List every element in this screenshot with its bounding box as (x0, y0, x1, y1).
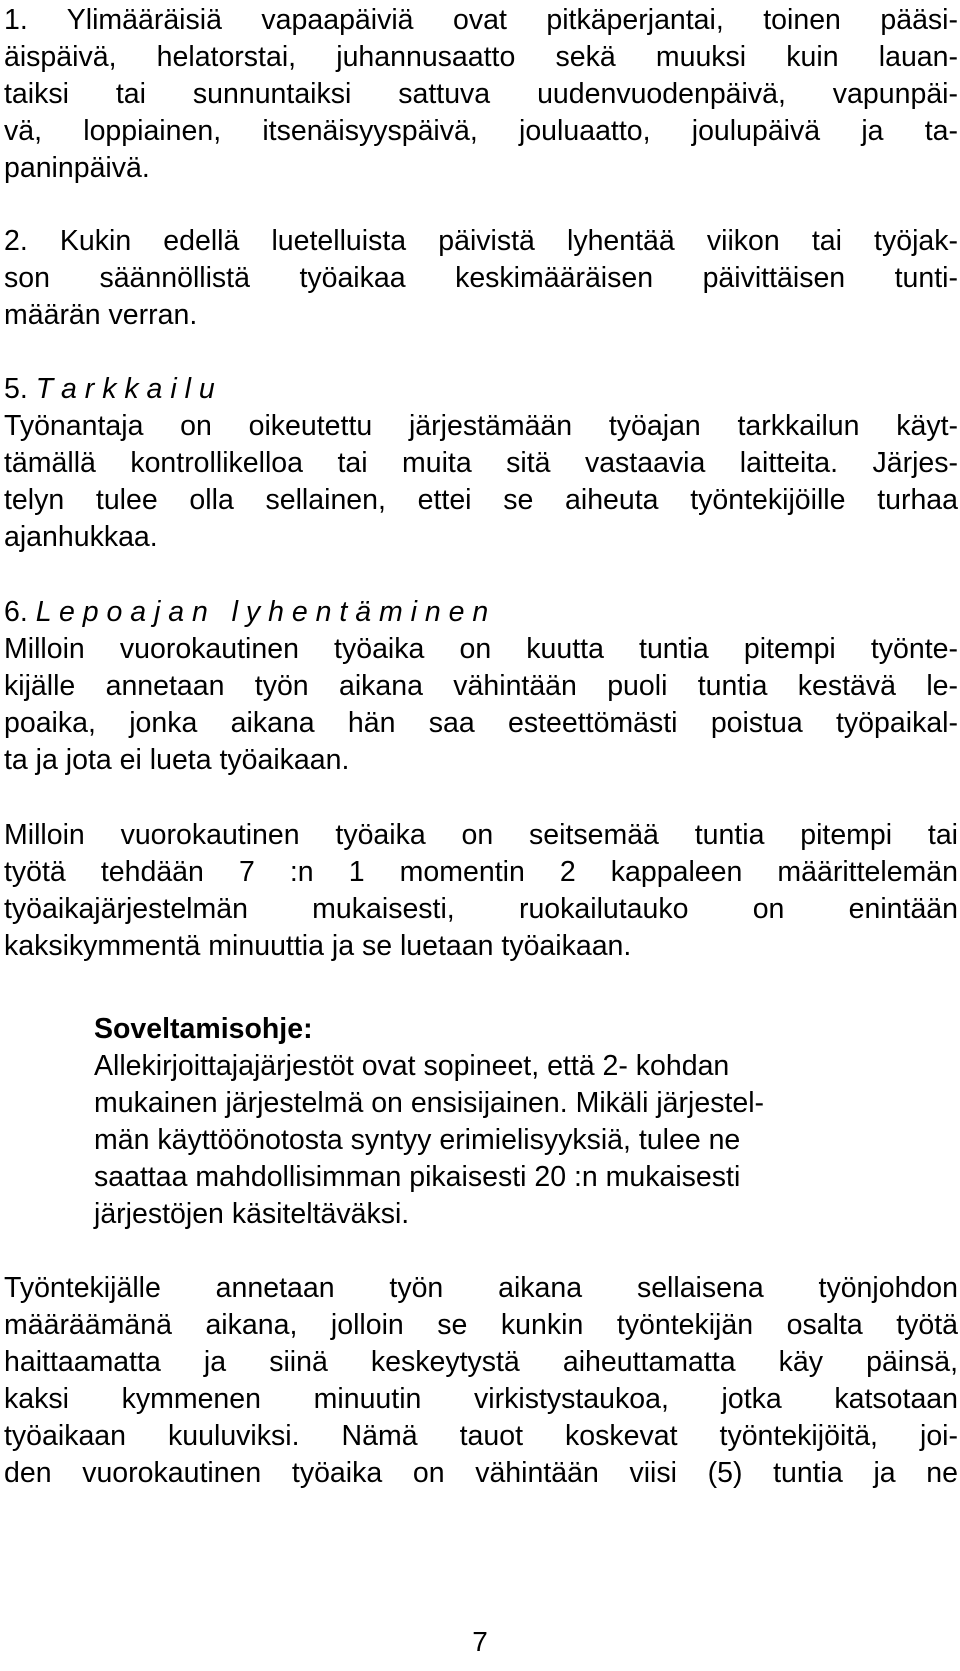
paragraph-line: työaikajärjestelmän mukaisesti, ruokailutauko on enintään (4, 893, 958, 925)
guidance-line: män käyttöönotosta syntyy erimielisyyksiä, tulee ne (94, 1124, 741, 1156)
paragraph-line: kaksikymmentä minuuttia ja se luetaan työaikaan. (4, 930, 632, 962)
paragraph-line: son säännöllistä työaikaa keskimääräisen päivittäisen tunti- (4, 262, 958, 294)
paragraph-line: taiksi tai sunnuntaiksi sattuva uudenvuodenpäivä, vapunpäi- (4, 78, 958, 110)
paragraph-line: ajanhukkaa. (4, 521, 158, 553)
page-number: 7 (472, 1626, 488, 1657)
guidance-heading: Soveltamisohje: (94, 1013, 313, 1045)
guidance-line: järjestöjen käsiteltäväksi. (94, 1198, 410, 1230)
section-heading-tarkkailu (4, 369, 958, 409)
paragraph-line: määräämänä aikana, jolloin se kunkin työntekijän osalta työtä (4, 1309, 958, 1341)
guidance-line: Allekirjoittajajärjestöt ovat sopineet, että 2- kohdan (94, 1050, 730, 1082)
paragraph-line: haittaamatta ja siinä keskeytystä aiheuttamatta käy päinsä, (4, 1346, 958, 1378)
paragraph-line: 2. Kukin edellä luetelluista päivistä lyhentää viikon tai työjak- (4, 225, 958, 257)
paragraph-line: kijälle annetaan työn aikana vähintään puoli tuntia kestävä le- (4, 670, 958, 702)
guidance-line: saattaa mahdollisimman pikaisesti 20 :n mukaisesti (94, 1161, 741, 1193)
paragraph-line: paninpäivä. (4, 152, 150, 184)
guidance-line: mukainen järjestelmä on ensisijainen. Mikäli järjestel- (94, 1087, 765, 1119)
paragraph-line: Milloin vuorokautinen työaika on kuutta tuntia pitempi työnte- (4, 633, 958, 665)
paragraph-line: den vuorokautinen työaika on vähintään viisi (5) tuntia ja ne (4, 1457, 958, 1489)
paragraph-line: ta ja jota ei lueta työaikaan. (4, 744, 350, 776)
paragraph-line: määrän verran. (4, 299, 198, 331)
section-number: 5. (4, 373, 28, 405)
paragraph-line: poaika, jonka aikana hän saa esteettömästi poistua työpaikal- (4, 707, 958, 739)
section-heading-lepoajan-lyhentaminen (4, 592, 958, 632)
paragraph-line: Työntekijälle annetaan työn aikana sellaisena työnjohdon (4, 1272, 958, 1304)
paragraph-line: työtä tehdään 7 :n 1 momentin 2 kappaleen määrittelemän (4, 856, 958, 888)
paragraph-line: äispäivä, helatorstai, juhannusaatto sekä muuksi kuin lauan- (4, 41, 958, 73)
section-number: 6. (4, 596, 28, 628)
paragraph-line: tämällä kontrollikelloa tai muita sitä vastaavia laitteita. Järjes- (4, 447, 958, 479)
paragraph-line: työaikaan kuuluviksi. Nämä tauot koskevat työntekijöitä, joi- (4, 1420, 958, 1452)
paragraph-line: 1. Ylimääräisiä vapaapäiviä ovat pitkäperjantai, toinen pääsi- (4, 4, 958, 36)
section-title: L e p o a j a n l y h e n t ä m i n e n (35, 596, 489, 628)
paragraph-line: Työnantaja on oikeutettu järjestämään työajan tarkkailun käyt- (4, 410, 958, 442)
section-title: T a r k k a i l u (35, 373, 215, 405)
paragraph-line: kaksi kymmenen minuutin virkistystaukoa, jotka katsotaan (4, 1383, 958, 1415)
paragraph-line: vä, loppiainen, itsenäisyyspäivä, jouluaatto, joulupäivä ja ta- (4, 115, 958, 147)
paragraph-line: telyn tulee olla sellainen, ettei se aiheuta työntekijöille turhaa (4, 484, 958, 516)
paragraph-line: Milloin vuorokautinen työaika on seitsemää tuntia pitempi tai (4, 819, 958, 851)
